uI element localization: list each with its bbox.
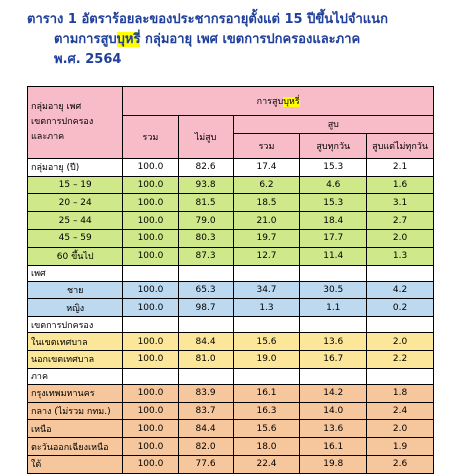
table-row: [28, 455, 434, 473]
cell-value: 13.6: [300, 333, 367, 351]
cell-value: 15.6: [233, 420, 300, 438]
table-row: [28, 265, 434, 281]
cell-value: 83.9: [178, 384, 233, 402]
cell-value: 2.0: [367, 333, 434, 351]
row-label: ใต้: [28, 455, 123, 473]
cell-value: 80.3: [178, 229, 233, 247]
cell-value: 12.7: [233, 247, 300, 265]
cell-value: 87.3: [178, 247, 233, 265]
cell-value: 18.4: [300, 212, 367, 230]
cell-value: [367, 368, 434, 384]
cell-value: 100.0: [123, 402, 178, 420]
title-line-3: พ.ศ. 2564: [54, 52, 122, 67]
smoking-rate-table: [27, 86, 434, 474]
row-label: เหนือ: [28, 420, 123, 438]
table-body: [28, 158, 434, 473]
row-label: ตะวันออกเฉียงเหนือ: [28, 438, 123, 456]
row-label: กลุ่มอายุ (ปี): [28, 158, 123, 176]
occasional-header: สูบแต่ไม่ทุกวัน: [367, 133, 434, 158]
cell-value: 17.4: [233, 158, 300, 176]
cell-value: 81.5: [178, 194, 233, 212]
cell-value: 30.5: [300, 281, 367, 299]
cell-value: 34.7: [233, 281, 300, 299]
cell-value: 2.6: [367, 455, 434, 473]
cell-value: 1.3: [233, 299, 300, 317]
cell-value: 0.2: [367, 299, 434, 317]
cell-value: [123, 265, 178, 281]
cell-value: 100.0: [123, 281, 178, 299]
cell-value: 84.4: [178, 333, 233, 351]
cell-value: 21.0: [233, 212, 300, 230]
cell-value: [123, 368, 178, 384]
cell-value: 22.4: [233, 455, 300, 473]
cell-value: 15.3: [300, 194, 367, 212]
cell-value: [233, 368, 300, 384]
cell-value: 14.0: [300, 402, 367, 420]
cell-value: 98.7: [178, 299, 233, 317]
cell-value: 13.6: [300, 420, 367, 438]
cell-value: 2.2: [367, 350, 434, 368]
daily-header: สูบทุกวัน: [300, 133, 367, 158]
row-label: 60 ขึ้นไป: [28, 247, 123, 265]
cell-value: 100.0: [123, 158, 178, 176]
table-row: [28, 299, 434, 317]
cell-value: 1.3: [367, 247, 434, 265]
title-line-2-pre: ตามการสูบ: [54, 32, 117, 47]
cell-value: 84.4: [178, 420, 233, 438]
cell-value: 100.0: [123, 350, 178, 368]
cell-value: [367, 265, 434, 281]
cell-value: [367, 317, 434, 333]
row-label: เพศ: [28, 265, 123, 281]
cell-value: [233, 265, 300, 281]
cell-value: 15.6: [233, 333, 300, 351]
row-label: 15 – 19: [28, 176, 123, 194]
row-label: เขตการปกครอง: [28, 317, 123, 333]
cell-value: 17.7: [300, 229, 367, 247]
table-row: [28, 158, 434, 176]
cell-value: 100.0: [123, 212, 178, 230]
row-label: ชาย: [28, 281, 123, 299]
table-row: [28, 438, 434, 456]
cell-value: 1.8: [367, 384, 434, 402]
cell-value: 77.6: [178, 455, 233, 473]
cell-value: 2.7: [367, 212, 434, 230]
table-row: [28, 402, 434, 420]
row-label: ภาค: [28, 368, 123, 384]
cell-value: [300, 317, 367, 333]
cell-value: 16.3: [233, 402, 300, 420]
cell-value: [233, 317, 300, 333]
row-label: ในเขตเทศบาล: [28, 333, 123, 351]
cell-value: [178, 265, 233, 281]
cell-value: 65.3: [178, 281, 233, 299]
cell-value: 4.2: [367, 281, 434, 299]
cell-value: 14.2: [300, 384, 367, 402]
cell-value: 4.6: [300, 176, 367, 194]
row-label: 20 – 24: [28, 194, 123, 212]
cell-value: 100.0: [123, 420, 178, 438]
cell-value: 2.1: [367, 158, 434, 176]
cell-value: 18.0: [233, 438, 300, 456]
cell-value: 93.8: [178, 176, 233, 194]
cell-value: 2.4: [367, 402, 434, 420]
cell-value: 19.7: [233, 229, 300, 247]
smoke-header: สูบ: [233, 116, 433, 134]
row-label: กลาง (ไม่รวม กทม.): [28, 402, 123, 420]
cell-value: 79.0: [178, 212, 233, 230]
cell-value: 100.0: [123, 299, 178, 317]
row-label: 45 – 59: [28, 229, 123, 247]
cell-value: 100.0: [123, 455, 178, 473]
cell-value: 11.4: [300, 247, 367, 265]
table-header: [28, 87, 434, 159]
smoking-header-hl: บุหรี่: [283, 97, 300, 107]
cell-value: 19.0: [233, 350, 300, 368]
cell-value: 15.3: [300, 158, 367, 176]
cell-value: 3.1: [367, 194, 434, 212]
smoking-header: [123, 87, 434, 116]
nonsmoke-header: ไม่สูบ: [178, 116, 233, 159]
cell-value: 100.0: [123, 384, 178, 402]
cell-value: 16.7: [300, 350, 367, 368]
cell-value: 19.8: [300, 455, 367, 473]
row-label: กรุงเทพมหานคร: [28, 384, 123, 402]
smoke-total-header: รวม: [233, 133, 300, 158]
cell-value: 2.0: [367, 229, 434, 247]
table-row: [28, 317, 434, 333]
row-label: 25 – 44: [28, 212, 123, 230]
cell-value: 100.0: [123, 247, 178, 265]
row-label: หญิง: [28, 299, 123, 317]
row-label: นอกเขตเทศบาล: [28, 350, 123, 368]
table-row: [28, 281, 434, 299]
table-row: [28, 384, 434, 402]
table-row: [28, 176, 434, 194]
cell-value: 100.0: [123, 438, 178, 456]
title-line-1: ตาราง 1 อัตราร้อยละของประชากรอายุตั้งแต่ 15 ปีขึ้นไปจำแนก: [27, 12, 388, 27]
cell-value: 83.7: [178, 402, 233, 420]
cell-value: 1.1: [300, 299, 367, 317]
cell-value: [178, 368, 233, 384]
table-row: [28, 229, 434, 247]
cell-value: [178, 317, 233, 333]
cell-value: 81.0: [178, 350, 233, 368]
cell-value: [300, 265, 367, 281]
cell-value: [123, 317, 178, 333]
table-row: [28, 368, 434, 384]
cell-value: 1.9: [367, 438, 434, 456]
table-row: [28, 212, 434, 230]
cell-value: 16.1: [300, 438, 367, 456]
table-row: [28, 350, 434, 368]
stub-header: กลุ่มอายุ เพศ เขตการปกครอง และภาค: [28, 87, 123, 159]
table-row: [28, 247, 434, 265]
title-line-2-post: กลุ่มอายุ เพศ เขตการปกครองและภาค: [140, 32, 361, 47]
cell-value: 82.0: [178, 438, 233, 456]
total-header: รวม: [123, 116, 178, 159]
title-highlight: บุหรี่: [116, 32, 141, 47]
cell-value: [300, 368, 367, 384]
cell-value: 2.0: [367, 420, 434, 438]
table-row: [28, 333, 434, 351]
cell-value: 6.2: [233, 176, 300, 194]
cell-value: 16.1: [233, 384, 300, 402]
cell-value: 18.5: [233, 194, 300, 212]
cell-value: 1.6: [367, 176, 434, 194]
cell-value: 100.0: [123, 194, 178, 212]
cell-value: 100.0: [123, 229, 178, 247]
cell-value: 82.6: [178, 158, 233, 176]
cell-value: 100.0: [123, 333, 178, 351]
title-line-2: [27, 30, 447, 50]
table-row: [28, 420, 434, 438]
smoking-header-pre: การสูบ: [256, 97, 284, 107]
table-title: [27, 10, 447, 70]
table-row: [28, 194, 434, 212]
cell-value: 100.0: [123, 176, 178, 194]
